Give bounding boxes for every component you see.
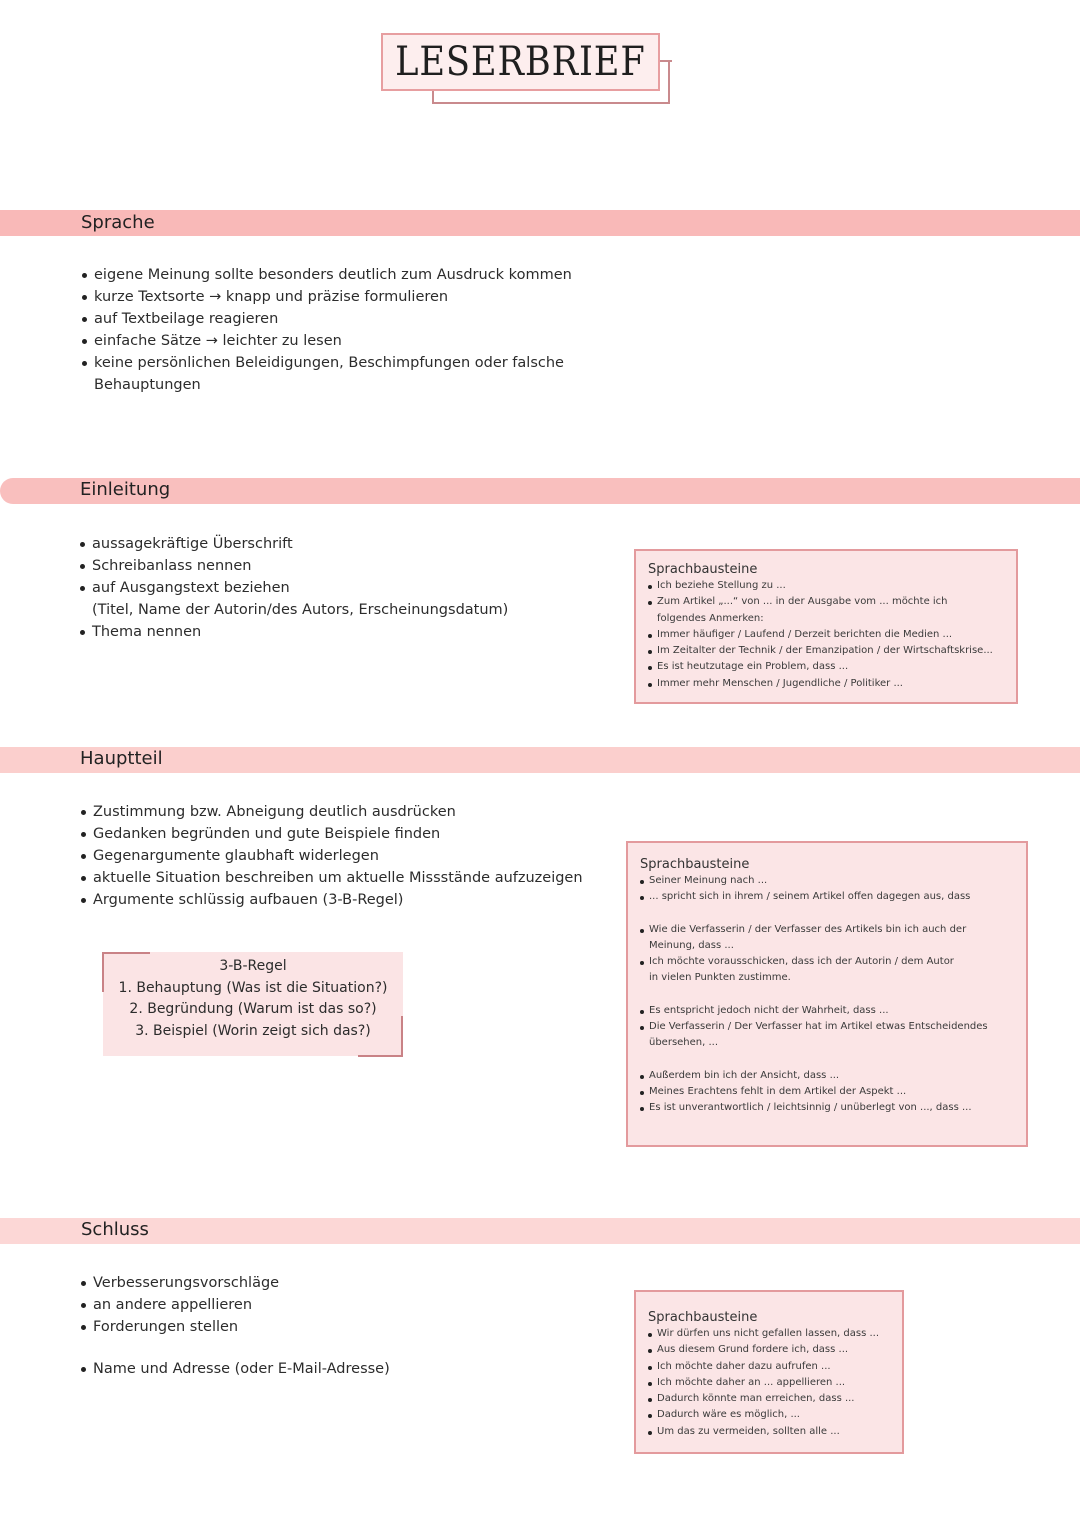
regel-line: 1. Behauptung (Was ist die Situation?) [118, 979, 388, 996]
list-gap [640, 987, 1014, 1003]
list-item-continuation: Meinung, dass ... [649, 939, 734, 951]
sprachbausteine-box-schluss [634, 1290, 904, 1454]
list-item: Ich möchte daher an ... appellieren ... [648, 1375, 890, 1391]
sprachbausteine-title: Sprachbausteine [648, 1310, 758, 1325]
list-item: Wie die Verfasserin / der Verfasser des Artikels bin ich auch der [640, 922, 1014, 938]
list-item: Verbesserungsvorschläge [80, 1272, 390, 1294]
list-item: Seiner Meinung nach ... [640, 873, 1014, 889]
list-item: Meines Erachtens fehlt in dem Artikel der Aspekt ... [640, 1084, 1014, 1100]
list-item: Aus diesem Grund fordere ich, dass ... [648, 1342, 890, 1358]
list-item: Forderungen stellen [80, 1316, 390, 1338]
page-title: LESERBRIEF [395, 39, 646, 85]
regel-corner-top-left-h [102, 952, 150, 954]
list-item: Außerdem bin ich der Ansicht, dass ... [640, 1068, 1014, 1084]
schluss-list [80, 1272, 390, 1380]
regel-line: 3. Beispiel (Worin zeigt sich das?) [135, 1022, 371, 1039]
section-heading-hauptteil: Hauptteil [80, 748, 163, 769]
sprachbausteine-list [648, 1326, 890, 1440]
list-item: ... spricht sich in ihrem / seinem Artikel offen dagegen aus, dass [640, 889, 1014, 905]
list-gap [640, 906, 1014, 922]
list-gap [80, 1338, 390, 1358]
title-shadow-edge [660, 60, 672, 62]
list-item: Die Verfasserin / Der Verfasser hat im Artikel etwas Entscheidendes [640, 1019, 1014, 1035]
list-gap [640, 1052, 1014, 1068]
list-item-continuation: übersehen, ... [649, 1037, 719, 1049]
section-heading-sprache: Sprache [81, 212, 155, 233]
list-item: Wir dürfen uns nicht gefallen lassen, dass ... [648, 1326, 890, 1342]
sprachbausteine-box-einleitung [634, 549, 1018, 704]
list-item: Es entspricht jedoch nicht der Wahrheit, dass ... [640, 1003, 1014, 1019]
title-box [381, 33, 660, 91]
list-item: Immer mehr Menschen / Jugendliche / Politiker ... [648, 676, 1004, 692]
list-item-continuation: Behauptungen [94, 377, 201, 393]
sprachbausteine-title: Sprachbausteine [640, 857, 750, 872]
list-item: Gegenargumente glaubhaft widerlegen [80, 845, 583, 867]
list-item: Name und Adresse (oder E-Mail-Adresse) [80, 1358, 390, 1380]
list-item: kurze Textsorte → knapp und präzise formulieren [81, 286, 572, 308]
list-item: Dadurch wäre es möglich, ... [648, 1407, 890, 1423]
list-item-continuation: folgendes Anmerken: [657, 612, 764, 624]
list-item-continuation: (Titel, Name der Autorin/des Autors, Erscheinungsdatum) [92, 602, 509, 618]
section-heading-einleitung: Einleitung [80, 479, 171, 500]
regel-title: 3-B-Regel [219, 958, 287, 974]
list-item: Zustimmung bzw. Abneigung deutlich ausdrücken [80, 801, 583, 823]
list-item: einfache Sätze → leichter zu lesen [81, 330, 572, 352]
list-item: Ich beziehe Stellung zu ... [648, 578, 1004, 594]
list-item: Es ist heutzutage ein Problem, dass ... [648, 659, 1004, 675]
list-item: Immer häufiger / Laufend / Derzeit berichten die Medien ... [648, 627, 1004, 643]
list-item: keine persönlichen Beleidigungen, Beschimpfungen oder falsche [81, 352, 572, 374]
list-item: Ich möchte vorausschicken, dass ich der Autorin / dem Autor [640, 954, 1014, 970]
sprachbausteine-list [640, 873, 1014, 1117]
list-item: an andere appellieren [80, 1294, 390, 1316]
list-item: aktuelle Situation beschreiben um aktuelle Missstände aufzuzeigen [80, 867, 583, 889]
section-band-sprache [0, 210, 1080, 236]
list-item: Schreibanlass nennen [79, 555, 508, 577]
list-item: Argumente schlüssig aufbauen (3-B-Regel) [80, 889, 583, 911]
list-item: aussagekräftige Überschrift [79, 533, 508, 555]
list-item: Dadurch könnte man erreichen, dass ... [648, 1391, 890, 1407]
list-item-continuation: in vielen Punkten zustimme. [649, 972, 791, 984]
list-item: eigene Meinung sollte besonders deutlich zum Ausdruck kommen [81, 264, 572, 286]
section-heading-schluss: Schluss [81, 1219, 149, 1240]
sprache-list [81, 264, 572, 396]
regel-corner-bottom-right-h [358, 1055, 403, 1057]
regel-content [103, 956, 403, 1042]
list-item: Thema nennen [79, 621, 508, 643]
list-item: Gedanken begründen und gute Beispiele finden [80, 823, 583, 845]
einleitung-list [79, 533, 508, 643]
list-item: auf Textbeilage reagieren [81, 308, 572, 330]
list-item: auf Ausgangstext beziehen [79, 577, 508, 599]
section-band-schluss [0, 1218, 1080, 1244]
list-item: Es ist unverantwortlich / leichtsinnig / unüberlegt von ..., dass ... [640, 1100, 1014, 1116]
regel-line: 2. Begründung (Warum ist das so?) [129, 1001, 377, 1017]
list-item: Um das zu vermeiden, sollten alle ... [648, 1424, 890, 1440]
sprachbausteine-box-hauptteil [626, 841, 1028, 1147]
list-item: Im Zeitalter der Technik / der Emanzipation / der Wirtschaftskrise... [648, 643, 1004, 659]
list-item: Ich möchte daher dazu aufrufen ... [648, 1359, 890, 1375]
sprachbausteine-list [648, 578, 1004, 692]
sprachbausteine-title: Sprachbausteine [648, 562, 758, 577]
list-item: Zum Artikel „...“ von ... in der Ausgabe vom ... möchte ich [648, 594, 1004, 610]
hauptteil-list [80, 801, 583, 911]
